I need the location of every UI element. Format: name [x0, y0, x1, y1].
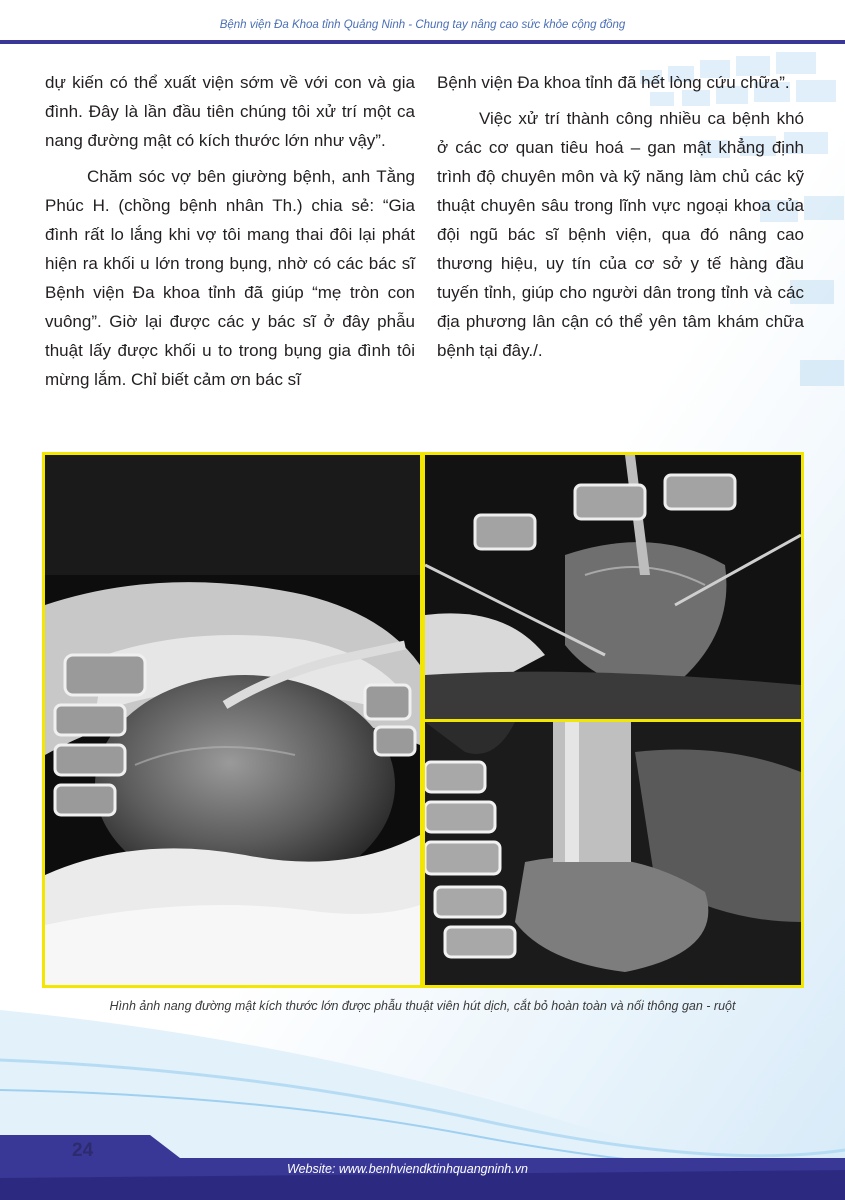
surgery-photo-cyst [45, 455, 420, 985]
left-column [45, 68, 415, 401]
page-number: 24 [72, 1140, 94, 1161]
header-title: Bệnh viện Đa Khoa tỉnh Quảng Ninh - Chung tay nâng cao sức khỏe cộng đồng [219, 19, 626, 31]
header-rule [0, 40, 845, 44]
left-paragraph-2: Chăm sóc vợ bên giường bệnh, anh Tằng Phúc H. (chồng bệnh nhân Th.) chia sẻ: “Gia đình rất lo lắng khi vợ tôi mang thai đôi lại phát hiện ra khối u lớn trong bụng, nhờ có các bác sĩ Bệnh viện Đa khoa tỉnh đã giúp “mẹ tròn con vuông”. Giờ lại được các y bác sĩ ở đây phẫu thuật lấy được khối u to trong bụng gia đình tôi mừng lắm. Chỉ biết cảm ơn bác sĩ [45, 167, 415, 389]
right-paragraph-1: Bệnh viện Đa khoa tỉnh đã hết lòng cứu chữa”. [437, 73, 790, 92]
footer-website[interactable]: Website: www.benhviendktinhquangninh.vn [287, 1162, 528, 1176]
right-paragraph-2: Việc xử trí thành công nhiều ca bệnh khó ở các cơ quan tiêu hoá – gan mật khẳng định trình độ chuyên môn và kỹ năng làm chủ các kỹ thuật chuyên sâu trong lĩnh vực ngoại khoa của đội ngũ bác sĩ bệnh viện, qua đó nâng cao thương hiệu, uy tín của cơ sở y tế hàng đầu tuyến tỉnh, giúp cho người dân trong tỉnh và các địa phương lân cận có thể yên tâm khám chữa bệnh tại đây./. [437, 109, 804, 360]
surgery-photo-anastomosis [425, 722, 801, 985]
surgery-photo-frame [42, 452, 804, 988]
surgery-photo-dissection [425, 455, 801, 719]
right-column [437, 68, 804, 372]
left-paragraph-1: dự kiến có thể xuất viện sớm về với con và gia đình. Đây là lần đầu tiên chúng tôi xử trí một ca nang đường mật có kích thước lớn như vậy”. [45, 73, 415, 150]
photo-caption: Hình ảnh nang đường mật kích thước lớn được phẫu thuật viên hút dịch, cắt bỏ hoàn toàn và nối thông gan - ruột [109, 999, 736, 1013]
